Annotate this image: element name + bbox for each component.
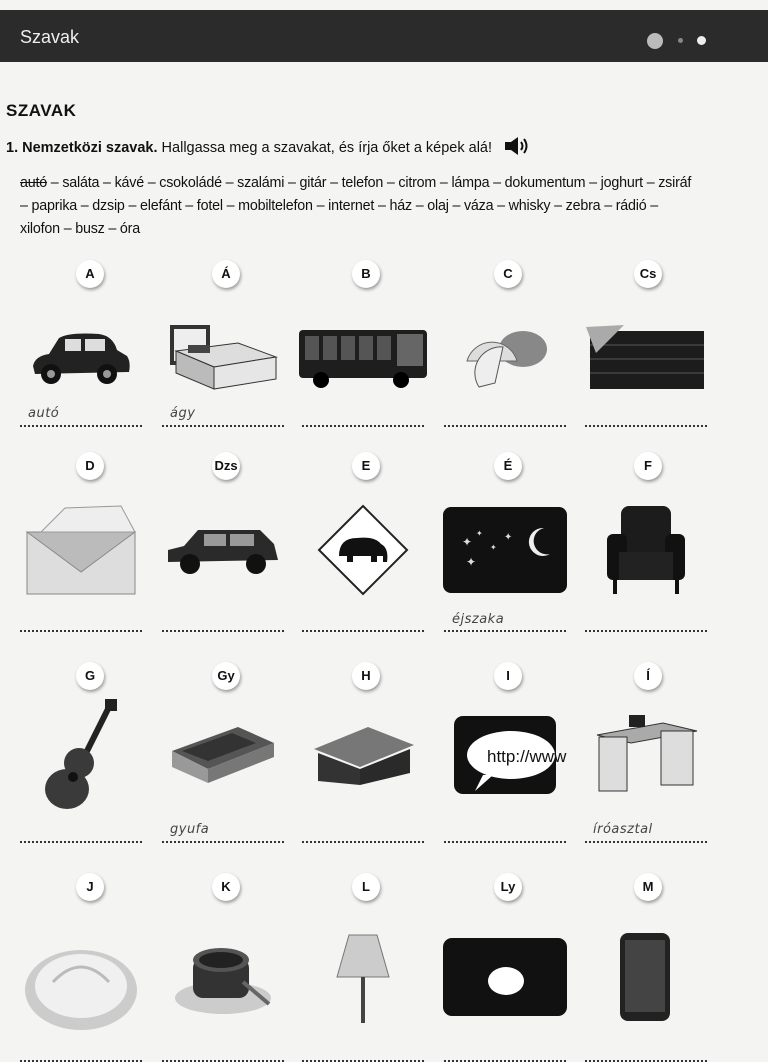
answer-line[interactable] — [444, 630, 566, 632]
item-letter: H — [352, 662, 380, 690]
item-letter: J — [76, 873, 104, 901]
answer-line[interactable] — [444, 425, 566, 427]
item-letter: E — [352, 452, 380, 480]
handwritten-answer: éjszaka — [452, 612, 505, 627]
night-sky-icon — [442, 506, 568, 599]
page-dot[interactable] — [647, 33, 663, 49]
hole-icon — [442, 937, 568, 1022]
item-letter: L — [352, 873, 380, 901]
answer-line[interactable] — [302, 841, 424, 843]
item-letter: Cs — [634, 260, 662, 288]
answer-line[interactable] — [162, 630, 284, 632]
item-letter: Á — [212, 260, 240, 288]
page-indicator[interactable] — [637, 32, 706, 50]
elephant-sign-icon — [317, 504, 409, 601]
lemon-icon — [457, 327, 553, 394]
answer-line[interactable] — [585, 841, 707, 843]
coffee-icon — [173, 942, 273, 1017]
svg-text:✦: ✦ — [466, 555, 477, 569]
item-letter: Í — [634, 662, 662, 690]
answer-line[interactable] — [585, 425, 707, 427]
answer-line[interactable] — [162, 425, 284, 427]
item-letter: D — [76, 452, 104, 480]
answer-line[interactable] — [20, 425, 142, 427]
handwritten-answer: gyufa — [170, 822, 210, 837]
item-letter: Ly — [494, 873, 522, 901]
item-letter: É — [494, 452, 522, 480]
item-letter: A — [76, 260, 104, 288]
top-bar — [0, 10, 768, 62]
item-letter: F — [634, 452, 662, 480]
answer-line[interactable] — [302, 630, 424, 632]
car-icon — [29, 326, 133, 395]
chocolate-icon — [584, 323, 708, 398]
item-letter: Gy — [212, 662, 240, 690]
exercise-text: Hallgassa meg a szavakat, és írja őket a képek alá! — [157, 139, 493, 156]
matchbox-icon — [168, 723, 278, 792]
item-letter: M — [634, 873, 662, 901]
handwritten-answer: íróasztal — [593, 822, 653, 837]
word-list — [20, 172, 700, 241]
answer-line[interactable] — [444, 841, 566, 843]
envelope-icon — [21, 502, 141, 603]
struck-word: autó — [20, 175, 48, 191]
word-list-text: – saláta – kávé – csokoládé – szalámi – gitár – telefon – citrom – lámpa – dokumentum – joghurt – zsiráf – paprika – dzsip – elefánt – fotel – mobiltelefon – internet – ház – olaj – váza – whisky – zebra – rádió – xilofon – busz – óra — [20, 175, 692, 237]
svg-text:✦: ✦ — [462, 535, 473, 549]
lamp-icon — [333, 931, 393, 1028]
item-letter: K — [212, 873, 240, 901]
answer-line[interactable] — [20, 841, 142, 843]
answer-line[interactable] — [302, 425, 424, 427]
guitar-icon — [41, 699, 121, 816]
page-dot[interactable] — [697, 36, 706, 45]
desk-icon — [593, 713, 699, 802]
handwritten-answer: autó — [28, 406, 60, 421]
item-letter: G — [76, 662, 104, 690]
answer-line[interactable] — [162, 841, 284, 843]
bed-icon — [168, 323, 278, 398]
jeep-icon — [164, 522, 282, 583]
handwritten-answer: ágy — [170, 406, 196, 421]
section-heading: SZAVAK — [6, 101, 77, 120]
mobile-phone-icon — [619, 932, 673, 1027]
item-letter: I — [494, 662, 522, 690]
item-letter: C — [494, 260, 522, 288]
exercise-title: 1. Nemzetközi szavak. — [6, 139, 158, 156]
internet-icon — [453, 715, 567, 800]
answer-line[interactable] — [585, 630, 707, 632]
armchair-icon — [605, 504, 687, 601]
app-title: Szavak — [20, 27, 80, 47]
item-letter: Dzs — [212, 452, 240, 480]
svg-text:✦: ✦ — [504, 532, 513, 543]
svg-text:✦: ✦ — [476, 529, 483, 538]
speaker-icon[interactable] — [504, 136, 530, 160]
bus-icon — [297, 326, 429, 395]
answer-line[interactable] — [20, 630, 142, 632]
svg-text:✦: ✦ — [490, 543, 497, 552]
page-dot[interactable] — [678, 38, 683, 43]
item-letter: B — [352, 260, 380, 288]
yogurt-icon — [23, 942, 139, 1017]
exercise-instruction — [6, 136, 530, 160]
house-icon — [308, 723, 418, 792]
svg-text:http://www: http://www — [487, 747, 567, 766]
